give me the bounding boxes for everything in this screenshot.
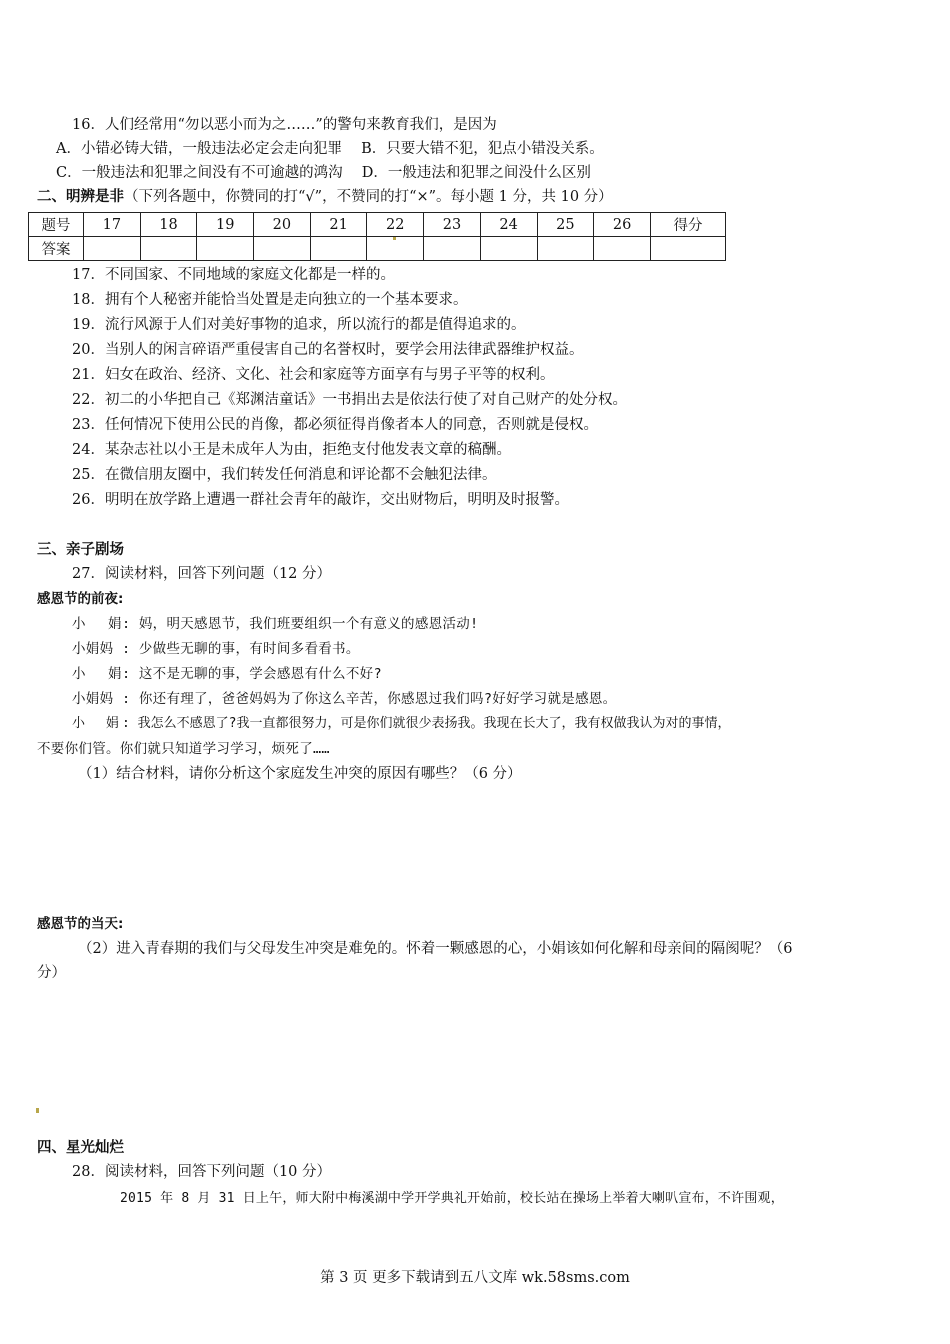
table-number-cell: 25 [537,213,594,237]
dialogue-continuation: 不要你们管。你们就只知道学习学习，烦死了…… [37,741,330,757]
dialogue-text: : 你还有理了，爸爸妈妈为了你这么辛苦，你感恩过我们吗?好好学习就是感恩。 [122,691,617,707]
table-row [29,213,726,237]
dialogue-text: : 这不是无聊的事，学会感恩有什么不好? [122,666,382,682]
statement-25: 25．在微信朋友圈中，我们转发任何消息和评论都不会触犯法律。 [72,467,497,483]
table-number-cell: 17 [84,213,141,237]
section2-title: 二、明辨是非 [37,189,124,205]
dialogue-line [72,614,478,634]
table-number-cell: 22 [367,213,424,237]
eve-subtitle: 感恩节的前夜: [37,591,124,607]
dialogue-line [72,714,730,734]
answer-cell[interactable] [424,237,481,261]
page-footer: 第 3 页 更多下载请到五八文库 wk.58sms.com [320,1270,630,1286]
table-header-label: 题号 [29,213,84,237]
sub-question-1: （1）结合材料，请你分析这个家庭发生冲突的原因有哪些？（6 分） [78,766,522,782]
statement-23: 23．任何情况下使用公民的肖像，都必须征得肖像者本人的同意，否则就是侵权。 [72,417,598,433]
table-number-cell: 20 [254,213,311,237]
answer-cell[interactable] [254,237,311,261]
q28-material: 2015 年 8 月 31 日上午，师大附中梅溪湖中学开学典礼开始前，校长站在操场上举着大喇叭宣布，不许围观， [120,1191,784,1206]
statement-18: 18．拥有个人秘密并能恰当处置是走向独立的一个基本要求。 [72,292,468,308]
sub-question-2: （2）进入青春期的我们与父母发生冲突是难免的。怀着一颗感恩的心，小娟该如何化解和母亲间的隔阂呢？（6 [78,941,793,957]
q28-stem: 28．阅读材料，回答下列问题（10 分） [72,1164,332,1180]
answer-cell[interactable] [140,237,197,261]
dialogue-text: : 少做些无聊的事，有时间多看看书。 [122,641,360,657]
answer-table [28,212,726,261]
score-cell[interactable] [651,237,726,261]
table-score-label: 得分 [651,213,726,237]
q16-options-ab: A．小错必铸大错，一般违法必定会走向犯罪 B．只要大错不犯，犯点小错没关系。 [56,141,604,157]
statement-24: 24．某杂志社以小王是未成年人为由，拒绝支付他发表文章的稿酬。 [72,442,511,458]
answer-cell[interactable] [197,237,254,261]
section4-title: 四、星光灿烂 [37,1140,124,1156]
table-number-cell: 26 [594,213,651,237]
dialogue-line [72,664,382,684]
stray-dot [393,237,396,240]
dialogue-text: : 妈，明天感恩节，我们班要组织一个有意义的感恩活动! [122,616,479,632]
dialogue-line [72,639,360,659]
dialogue-text: : 我怎么不感恩了?我一直都很努力，可是你们就很少表扬我。我现在长大了，我有权做我认为对的事情， [122,716,731,731]
answer-cell[interactable] [537,237,594,261]
table-number-cell: 23 [424,213,481,237]
dialogue-speaker: 小娟妈 [72,691,114,707]
q16-options-cd: C．一般违法和犯罪之间没有不可逾越的鸿沟 D．一般违法和犯罪之间没什么区别 [56,165,591,181]
dialogue-line [72,689,616,709]
section3-title: 三、亲子剧场 [37,542,124,558]
sub-question-2-cont: 分） [37,965,66,981]
answer-cell[interactable] [594,237,651,261]
statement-17: 17．不同国家、不同地域的家庭文化都是一样的。 [72,267,395,283]
dialogue-speaker: 小娟妈 [72,641,114,657]
section2-heading [37,187,613,207]
table-number-cell: 19 [197,213,254,237]
table-number-cell: 18 [140,213,197,237]
answer-cell[interactable] [367,237,424,261]
q16-stem: 16．人们经常用“勿以恶小而为之……”的警句来教育我们，是因为 [72,117,497,133]
answer-cell[interactable] [480,237,537,261]
statement-21: 21．妇女在政治、经济、文化、社会和家庭等方面享有与男子平等的权利。 [72,367,555,383]
statement-26: 26．明明在放学路上遭遇一群社会青年的敲诈，交出财物后，明明及时报警。 [72,492,569,508]
table-row [29,237,726,261]
answer-cell[interactable] [84,237,141,261]
dialogue-speaker: 小 娟 [72,666,122,682]
table-number-cell: 21 [310,213,367,237]
dialogue-speaker: 小 娟 [72,616,122,632]
section2-note: （下列各题中，你赞同的打“√”，不赞同的打“×”。每小题 1 分，共 10 分） [124,189,613,205]
table-answer-label: 答案 [29,237,84,261]
q27-stem: 27．阅读材料，回答下列问题（12 分） [72,566,332,582]
table-number-cell: 24 [480,213,537,237]
statement-20: 20．当别人的闲言碎语严重侵害自己的名誉权时，要学会用法律武器维护权益。 [72,342,584,358]
stray-mark [36,1108,39,1113]
day-subtitle: 感恩节的当天: [37,916,124,932]
dialogue-speaker: 小 娟 [72,716,119,731]
statement-19: 19．流行风源于人们对美好事物的追求，所以流行的都是值得追求的。 [72,317,526,333]
answer-cell[interactable] [310,237,367,261]
statement-22: 22．初二的小华把自己《郑渊洁童话》一书捐出去是依法行使了对自己财产的处分权。 [72,392,627,408]
